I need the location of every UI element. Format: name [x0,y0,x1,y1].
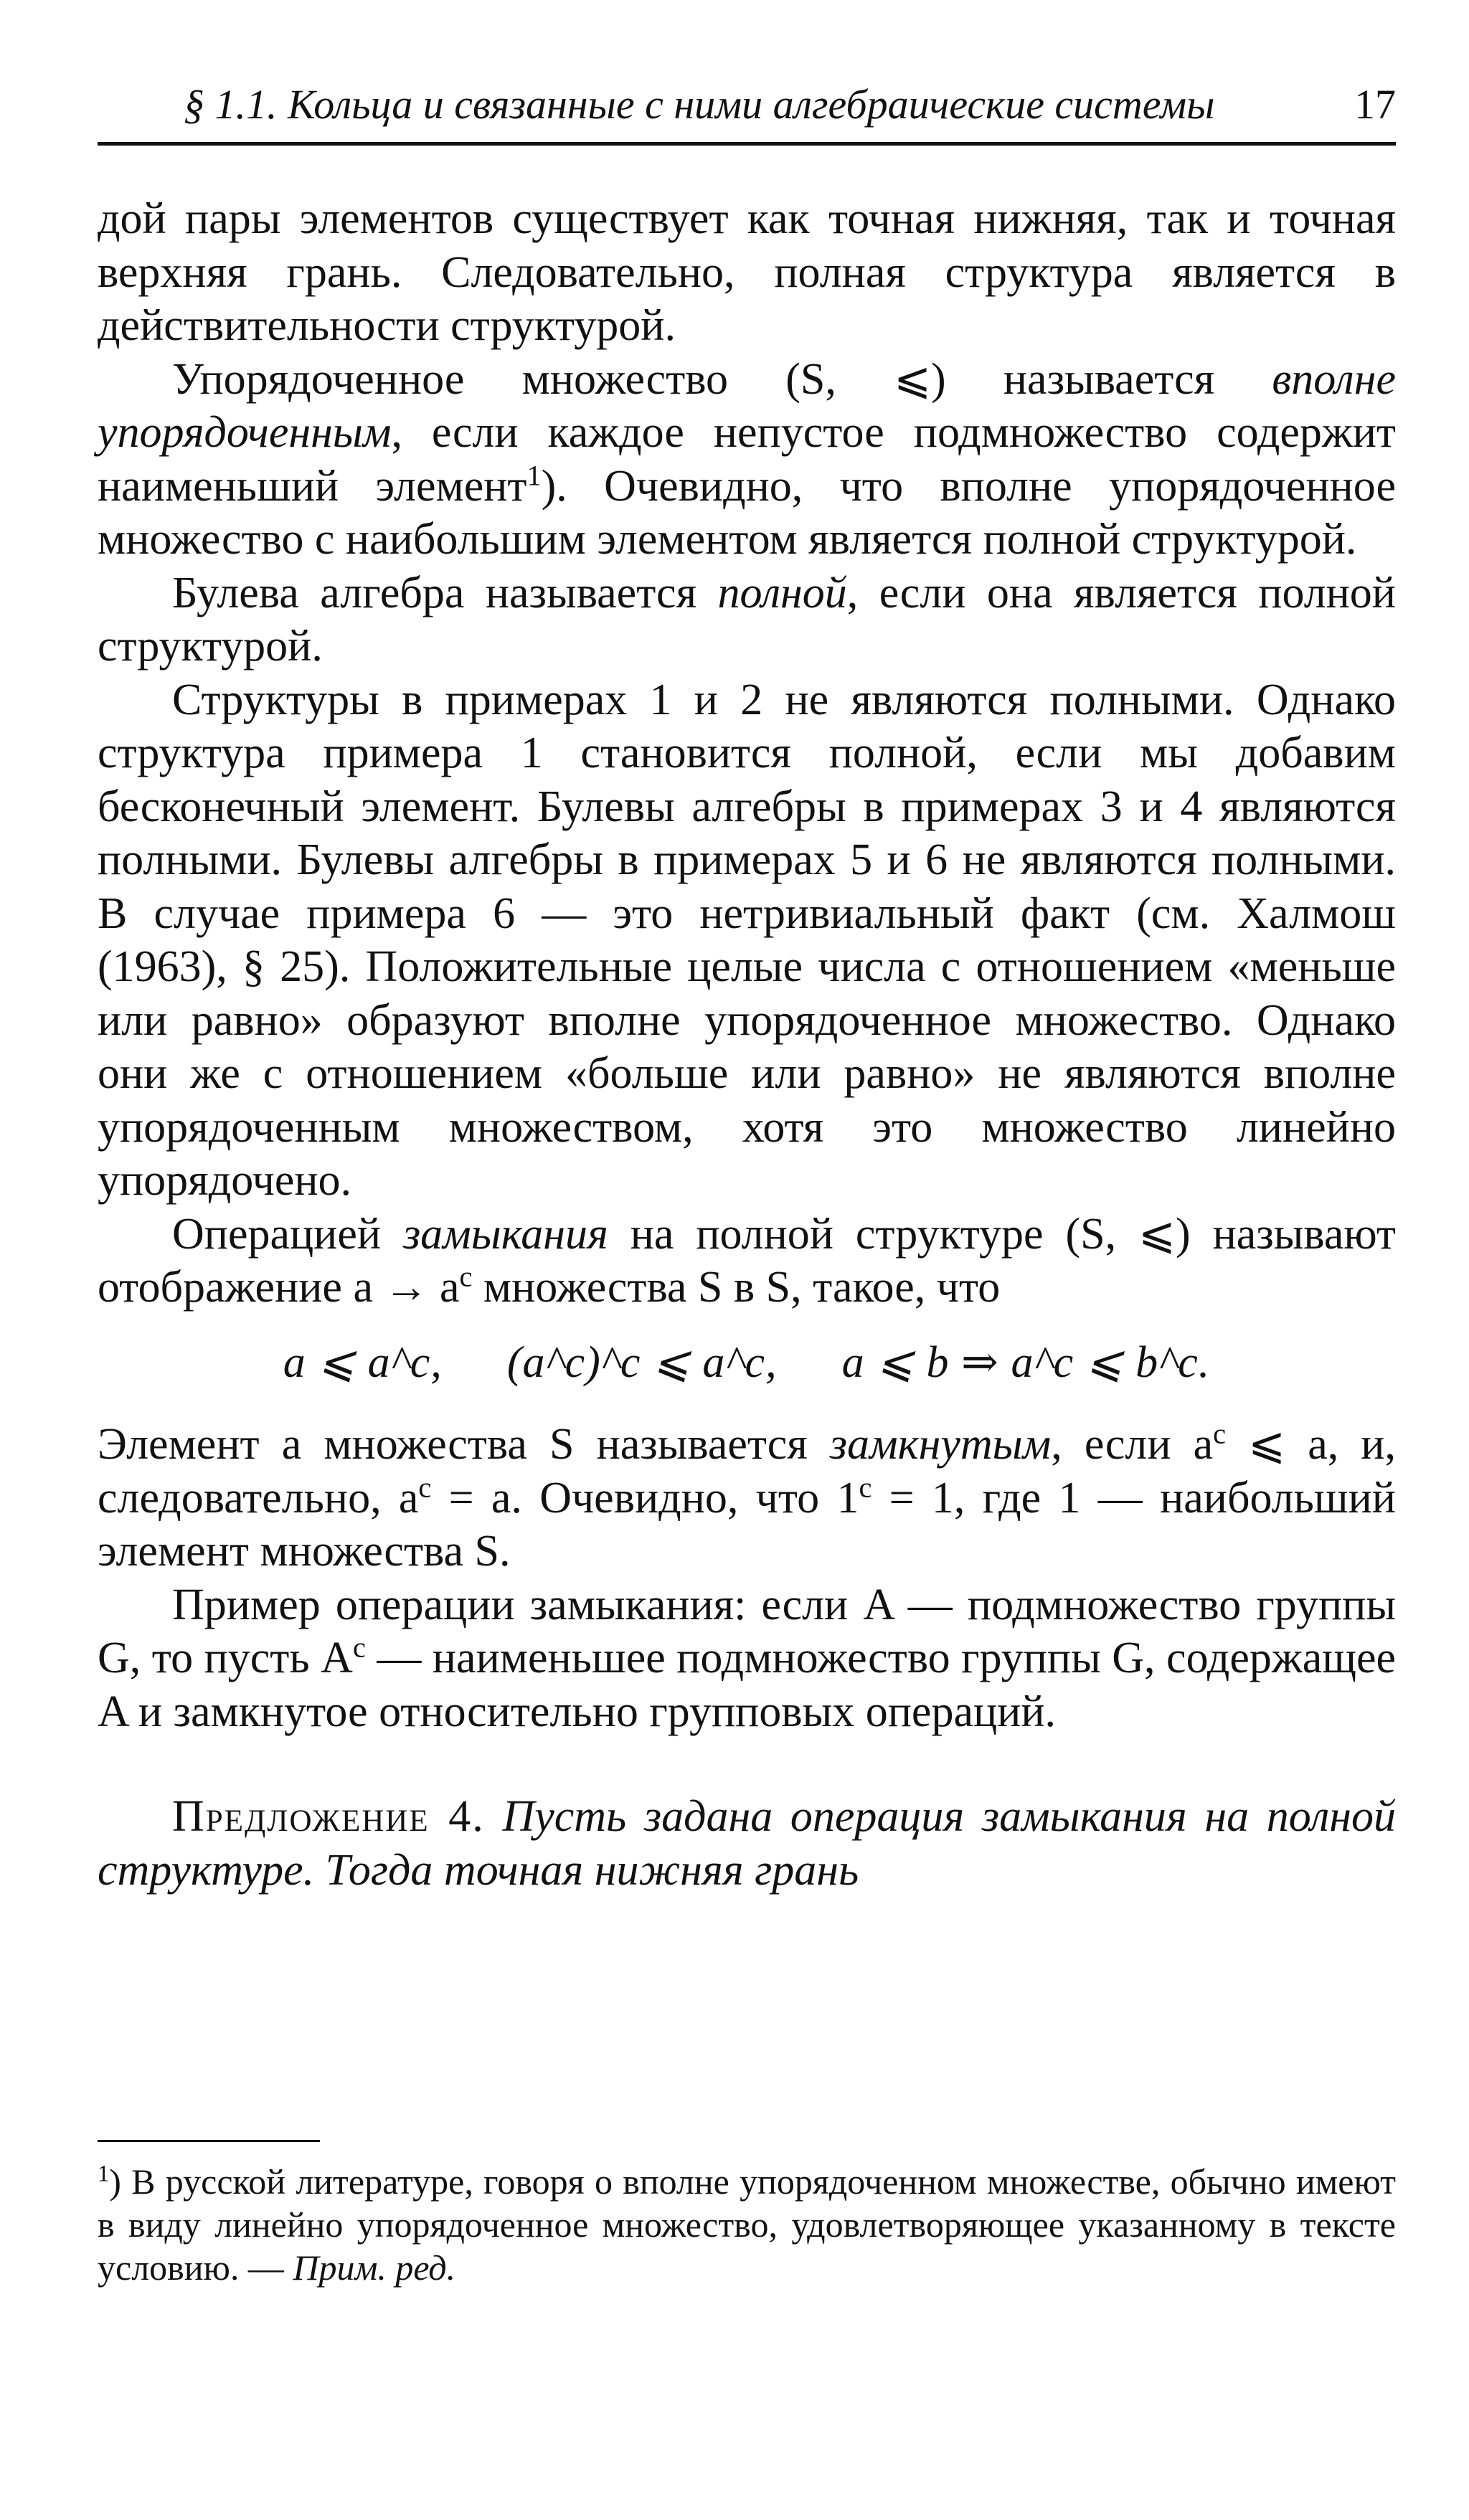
formula-part-1: a ⩽ a^c, [283,1337,443,1387]
term-complete: полной [717,568,847,617]
superscript-c-1: c [1213,1417,1227,1450]
paragraph-7-text-a: Пример операции замыкания: если A — подмножество группы G, то пусть A [98,1580,1396,1682]
paragraph-3-text-a: Булева алгебра называется [172,568,718,617]
paragraph-5-text-a: Операцией [172,1209,403,1259]
paragraph-2-text-c: ). Очевидно, что вполне упорядоченное множество с наибольшим элементом является полной структурой. [98,461,1396,564]
page-number: 17 [1354,81,1396,128]
footnote-mark: 1 [98,2161,110,2187]
paragraph-3 [98,567,1396,673]
superscript-c-3: c [859,1470,872,1503]
proposition-text: Пусть задана операция замыкания на полной структуре. Тогда точная нижняя грань [98,1792,1396,1895]
formula-part-3: a ⩽ b ⇒ a^c ⩽ b^c. [841,1337,1211,1387]
paragraph-5-text-b: на полной структуре (S, ⩽) называют отображение a → a [98,1209,1396,1312]
paragraph-7-text-b: — наименьшее подмножество группы G, содержащее A и замкнутое относительно групповых операций. [98,1634,1396,1736]
paragraph-3-text-b: , если она является полной структурой. [98,568,1396,671]
term-closure: замыкания [402,1209,608,1259]
paragraph-2 [98,353,1396,567]
formula-part-2: (a^c)^c ⩽ a^c, [506,1337,778,1387]
main-text [98,192,1396,1897]
term-closed: замкнутым [829,1420,1052,1469]
running-header [98,77,1396,132]
paragraph-6-text-b: , если a [1051,1420,1214,1469]
paragraph-6-text-a: Элемент a множества S называется [98,1420,830,1469]
footnote-reference: 1 [526,458,542,491]
paragraph-7 [98,1578,1396,1739]
footnote-editor-note: Прим. ред. [293,2247,456,2288]
paragraph-1 [98,192,1396,353]
paragraph-2-text-a: Упорядоченное множество (S, ⩽) называется [172,354,1272,404]
superscript-c-2: c [418,1470,432,1503]
paragraph-5-text-c: множества S в S, такое, что [472,1263,1001,1312]
superscript-c: c [459,1260,473,1293]
display-formula [98,1336,1396,1390]
paragraph-6 [98,1418,1396,1578]
proposition-label: Предложение 4. [172,1792,485,1841]
paragraph-4-text: Структуры в примерах 1 и 2 не являются полными. Однако структура примера 1 становится полной, если мы добавим бесконечный элемент. Булевы алгебры в примерах 3 и 4 являются полными. Булевы алгебры в примерах 5 и 6 не являются полными. В случае примера 6 — это нетривиальный факт (см. Халмош (1963), § 25). Положительные целые числа с отношением «меньше или равно» образуют вполне упорядоченное множество. Однако они же с отношением «больше или равно» не являются вполне упорядоченным множеством, хотя это множество линейно упорядочено. [98,675,1396,1205]
paragraph-6-text-e: = 1, где 1 — наибольший элемент множества S. [98,1473,1396,1576]
superscript-c-4: c [352,1631,366,1664]
proposition-4 [98,1790,1396,1897]
paragraph-1-text: дой пары элементов существует как точная нижняя, так и точная верхняя грань. Следовательно, полная структура является в действительности структурой. [98,194,1396,350]
running-title: § 1.1. Кольца и связанные с ними алгебраические системы [184,81,1215,128]
paragraph-6-text-c: ⩽ a, и, следовательно, a [98,1420,1396,1522]
paragraph-2-text-b: , если каждое непустое подмножество содержит наименьший элемент [98,408,1396,511]
footnote-rule [98,2140,320,2142]
footnote-text: ) В русской литературе, говоря о вполне упорядоченном множестве, обычно имеют в виду линейно упорядоченное множество, удовлетворяющее указанному в тексте условию. — [98,2161,1396,2288]
paragraph-6-text-d: = a. Очевидно, что 1 [431,1473,859,1522]
term-well-ordered: вполне упорядоченным [98,354,1396,457]
paragraph-4 [98,673,1396,1208]
paragraph-5 [98,1208,1396,1315]
footnote [98,2160,1396,2289]
header-rule [98,142,1396,146]
